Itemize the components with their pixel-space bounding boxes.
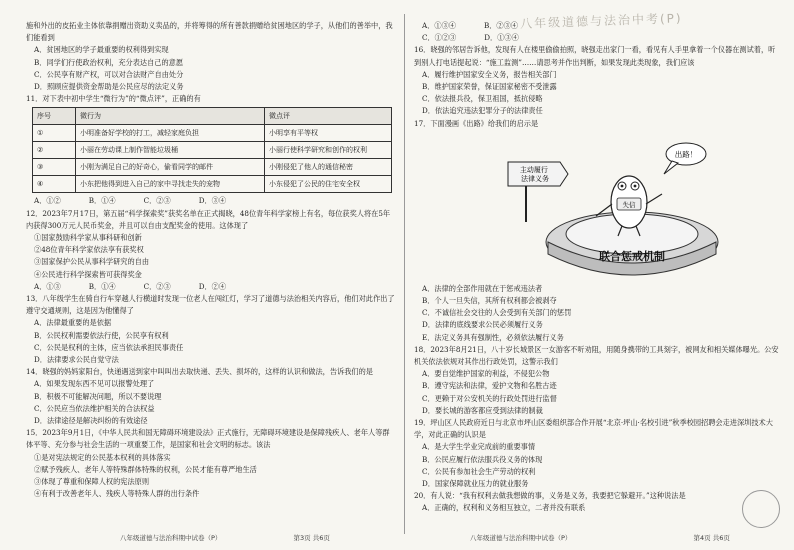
- q12-item-4: ④公民进行科学探索皆可获得奖金: [34, 269, 142, 279]
- table-cell: 小东把他得到进入自己的家中寻找走失的宠物: [76, 176, 265, 193]
- band-text: 联合惩戒机制: [599, 249, 665, 263]
- q11-option-c: C．②③: [143, 196, 171, 206]
- table-row: [33, 125, 392, 142]
- table-cell: ④: [33, 176, 76, 193]
- table-cell: 小丽行使科学研究和创作的权利: [265, 142, 392, 159]
- sign-line-2: 法律义务: [521, 174, 549, 183]
- table-header: 序号: [33, 108, 76, 125]
- q18-option-d: D．要长城的游客都应受到法律的制裁: [422, 405, 543, 415]
- table-cell: 小明享有平等权: [265, 125, 392, 142]
- bubble-text: 出路！: [674, 149, 698, 159]
- left-column: [26, 20, 396, 525]
- question-19: 19．坪山区人民政府近日与北京市坪山区委组织部合作开展“北京·坪山·名校引进”秋季校园招聘会走进深圳技术大学，对此正确的认识是: [414, 418, 773, 440]
- q13-option-b: B．公民权利需要依法行使，公民享有权利: [34, 330, 169, 340]
- micro-behavior-table: [32, 107, 392, 193]
- q14-option-d: D．法律途径是解决纠纷的有效途径: [34, 416, 148, 426]
- cartoon-illustration: [504, 134, 724, 279]
- question-17: 17．下面漫画《出路》给我们的启示是: [414, 118, 539, 128]
- table-cell: 小刚侵犯了他人的通信秘密: [265, 159, 392, 176]
- q17-option-a: A．法律的全部作用就在于惩戒违法者: [422, 283, 543, 293]
- q20-option-a: A．正确的，权利和义务相互独立，二者并没有联系: [422, 503, 586, 513]
- q10-option-c: C．公民享有财产权，可以对合法财产自由处分: [34, 69, 184, 79]
- q15-option-c: C．①②③: [422, 33, 457, 43]
- question-18: 18．2023年8月21日，八十岁长城景区一女游客不听劝阻，用随身携带的工具刻字，被网友和相关媒体曝光。公安机关依法依规对其作出行政处罚，这警示我们: [414, 344, 779, 367]
- question-15: 15．2023年9月1日，《中华人民共和国无障碍环境建设法》正式施行，无障碍环境建设是保障残疾人、老年人等群体平等、充分参与社会生活的一项重要工作，是国家和社会文明的标志。该法: [26, 428, 390, 450]
- q18-option-a: A．要自觉维护国家的利益，不侵犯公物: [422, 369, 550, 379]
- q16-option-d: D．依法追究违法犯罪分子的法律责任: [422, 106, 543, 116]
- q12-option-a: A．①③: [34, 281, 61, 291]
- table-cell: 小丽在劳动课上制作智能垃圾桶: [76, 142, 265, 159]
- table-cell: 小明准备好学校的打工，减轻家庭负担: [76, 125, 265, 142]
- q17-option-e: E．法定义务具有强制性，必须依法履行义务: [422, 332, 564, 342]
- question-20: 20．有人说：“我有权利去做我想做的事，义务是义务，我要把它躲避开。”这种说法是: [414, 491, 686, 501]
- footer-page-number: 第4页 共6页: [693, 534, 730, 542]
- q18-option-b: B．遵守宪法和法律，爱护文物和名胜古迹: [422, 381, 557, 391]
- right-footer: [470, 533, 730, 542]
- q17-option-d: D．法律的底线要求公民必须履行义务: [422, 320, 543, 330]
- question-13: 13．八年级学生在骑自行车穿越人行横道时发现一位老人在闯红灯，学习了道德与法治相关内容后，他们对此作出了遵守交通规则，这是因为他懂得了: [26, 294, 395, 316]
- q13-option-d: D．法律要求公民自觉守法: [34, 355, 119, 365]
- q11-option-b: B．①④: [88, 196, 116, 206]
- q17-option-c: C．不诚信社会交往的人会受到有关部门的惩罚: [422, 308, 572, 318]
- seal-stamp: [742, 490, 780, 528]
- q19-option-b: B．公民应履行依法服兵役义务的体现: [422, 454, 543, 464]
- q19-option-c: C．公民有参加社会生产劳动的权利: [422, 466, 536, 476]
- q15-option-b: B．②③④: [483, 21, 518, 30]
- q14-option-c: C．公民应当依法维护相关的合法权益: [34, 403, 155, 413]
- q15-options-2: [422, 32, 780, 44]
- q13-option-c: C．公民是权利的主体，应当依法承担民事责任: [34, 342, 184, 352]
- column-divider: [404, 14, 405, 534]
- q19-option-d: D．国家保障就业压力的就业服务: [422, 479, 529, 489]
- q11-option-d: D．③④: [198, 196, 227, 206]
- q15-option-d: D．①③④: [484, 33, 519, 43]
- question-14: 14．晓强的妈妈家阳台，快递遇送到家中叫叫出去取快递、丢失、损坏的，这样的认识和做法，告诉我们的是: [26, 367, 373, 377]
- table-header: 微行为: [76, 108, 265, 125]
- footer-page-number: 第3页 共6页: [293, 534, 330, 542]
- table-cell: ③: [33, 159, 76, 176]
- sign-line-1: 主动履行: [519, 165, 548, 174]
- q12-item-1: ①国家鼓励科学家从事科研和创新: [34, 233, 142, 243]
- q11-options: [34, 195, 396, 207]
- q14-option-b: B．积极不可能解决问题，所以不要说理: [34, 391, 162, 401]
- q15-item-4: ④有利于改善老年人、残疾人等特殊人群的出行条件: [34, 489, 200, 499]
- q12-option-c: C．②③: [143, 281, 171, 291]
- question-16: 16．晓强的邻居告诉他，发现有人在楼里偷偷拍照，晓强走出家门一看，看见有人手里拿着一个仪器在测试着，听到别人打电话提起说：“施工监测”……请思考并作出判断，如果发现此类现象，我们应该: [414, 45, 776, 67]
- q19-option-a: A．是大学生学业完成前的重要事情: [422, 442, 536, 452]
- q15-options: [422, 20, 780, 32]
- q16-option-c: C．依法报兵役，保卫祖国，抵抗侵略: [422, 94, 543, 104]
- q15-item-2: ②赋予残疾人、老年人等特殊群体特殊的权利，公民才能有尊严地生活: [34, 464, 257, 474]
- table-cell: 小刚为满足自己的好奇心，偷看同学的邮件: [76, 159, 265, 176]
- q16-option-b: B．维护国家荣誉，保证国家秘密不受泄露: [422, 82, 557, 92]
- q17-option-b: B．个人一旦失信，其所有权利都会被剥夺: [422, 296, 557, 306]
- table-cell: ②: [33, 142, 76, 159]
- header-watermark: 八年级道德与法治中考(P): [519, 11, 683, 31]
- q14-option-a: A．如果发现东西不见可以报警处理了: [34, 379, 155, 389]
- q12-option-d: D．②④: [198, 281, 227, 291]
- q18-option-c: C．更赖于对公安机关的行政处罚进行监督: [422, 393, 557, 403]
- left-footer: [120, 533, 330, 542]
- table-row: [33, 142, 392, 159]
- q10-option-a: A．贫困地区的学子最重要的权利得到实现: [34, 45, 169, 55]
- q11-option-a: A．①②: [34, 196, 61, 206]
- question-11: 11．对下表中初中学生“微行为”的“微点评”，正确的有: [26, 94, 201, 104]
- q16-option-a: A．履行维护国家安全义务，报告相关部门: [422, 69, 557, 79]
- q12-item-3: ③国家保护公民从事科学研究的自由: [34, 257, 150, 267]
- q10-option-d: D．照顾应提供资金帮助是公民应尽的法定义务: [34, 82, 184, 92]
- q12-options: [34, 281, 396, 293]
- cartoon-svg: [504, 134, 724, 279]
- footer-title: 八年级道德与法治科期中试卷（P）: [470, 534, 572, 542]
- q12-option-b: B．①④: [88, 281, 116, 291]
- q15-item-3: ③体现了尊重和保障人权的宪法原则: [34, 477, 150, 487]
- right-column: [414, 20, 780, 525]
- q15-option-a: A．①③④: [422, 21, 456, 30]
- table-cell: 小东侵犯了公民的住宅安全权: [265, 176, 392, 193]
- q13-option-a: A．法律最重要的是依据: [34, 318, 112, 328]
- badge-text: 失信: [622, 200, 636, 209]
- q10-option-b: B．同学们行使政治权利，充分表达自己的意愿: [34, 57, 184, 67]
- q15-item-1: ①是对宪法规定的公民基本权利的具体落实: [34, 452, 171, 462]
- question-10-continued: 施和外出的皮拓业主体依靠捐赠出资助义卖品的，并将筹得的所有善款捐赠给贫困地区的学子，从他们的善举中，我们能看到: [26, 21, 393, 43]
- table-cell: ①: [33, 125, 76, 142]
- table-row: [33, 176, 392, 193]
- q12-item-2: ②48位青年科学家依法享有获奖权: [34, 245, 144, 255]
- table-row: [33, 159, 392, 176]
- table-header: 微点评: [265, 108, 392, 125]
- footer-title: 八年级道德与法治科期中试卷（P）: [120, 534, 222, 542]
- question-12: 12．2023年7月17日，第五届“科学探索奖”获奖名单在正式揭晓，48位青年科学家榜上有名，每位获奖人将在5年内获得300万元人民币奖金，并且可以自由支配奖金的使用。这体现了: [26, 208, 391, 230]
